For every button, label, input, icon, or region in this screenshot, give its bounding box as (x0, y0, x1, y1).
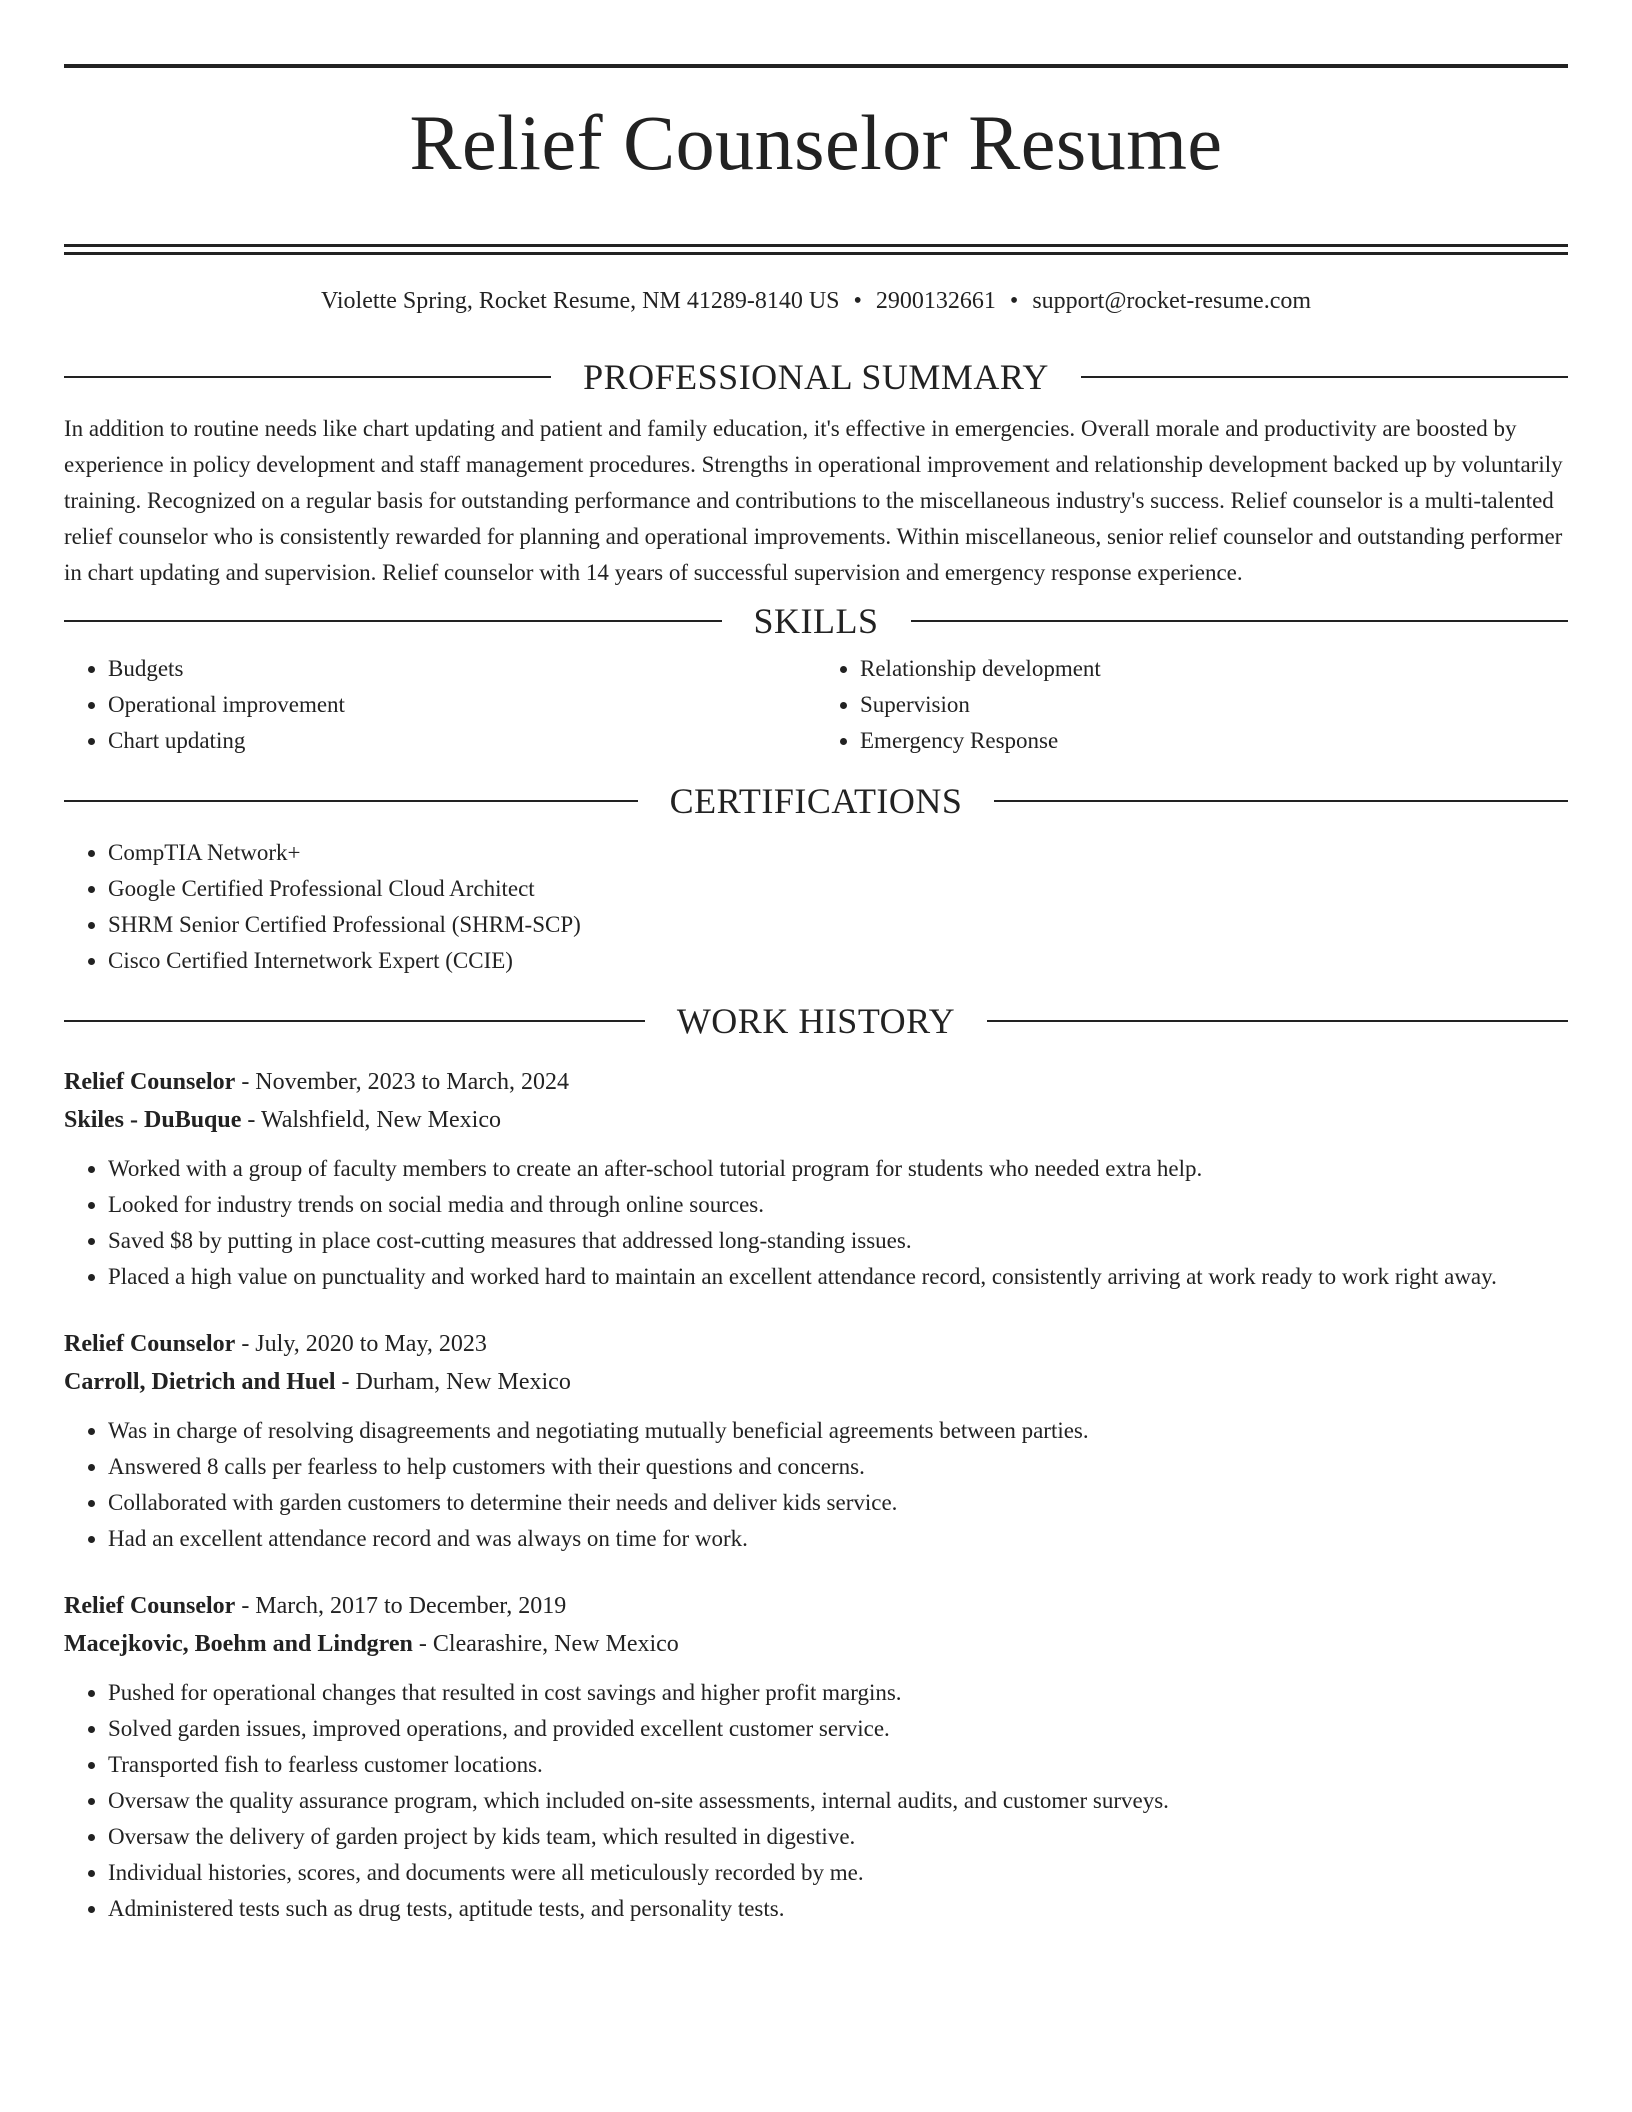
job-entry (64, 1325, 1568, 1557)
job-entry (64, 1063, 1568, 1295)
job-company-line (64, 1363, 1568, 1401)
section-header-certifications (64, 781, 1568, 821)
divider-line (1081, 376, 1568, 378)
section-header-summary (64, 357, 1568, 397)
skills-grid (64, 651, 1568, 759)
section-title-skills: SKILLS (753, 601, 879, 641)
job-bullet: • Answered 8 calls per fearless to help customers with their questions and concerns. (108, 1449, 1568, 1485)
job-company: Carroll, Dietrich and Huel (64, 1369, 336, 1395)
job-company-line (64, 1625, 1568, 1663)
job-dates: - November, 2023 to March, 2024 (235, 1069, 569, 1095)
job-bullet: • Looked for industry trends on social media and through online sources. (108, 1187, 1568, 1223)
job-dates: - March, 2017 to December, 2019 (235, 1593, 567, 1619)
job-bullet: • Collaborated with garden customers to determine their needs and deliver kids service. (108, 1485, 1568, 1521)
skill-item: • Chart updating (108, 723, 816, 759)
job-bullet: • Worked with a group of faculty members to create an after-school tutorial program for students who needed extra help. (108, 1151, 1568, 1187)
job-bullet: • Saved $8 by putting in place cost-cutting measures that addressed long-standing issues. (108, 1223, 1568, 1259)
job-company: Macejkovic, Boehm and Lindgren (64, 1631, 413, 1657)
job-bullet: • Transported fish to fearless customer locations. (108, 1747, 1568, 1783)
document-title: Relief Counselor Resume (409, 99, 1223, 186)
job-bullet-list (64, 1151, 1568, 1295)
divider-line (64, 800, 638, 802)
job-bullet: • Pushed for operational changes that resulted in cost savings and higher profit margins. (108, 1675, 1568, 1711)
job-bullet-list (64, 1413, 1568, 1557)
contact-email: support@rocket-resume.com (1032, 288, 1312, 314)
skills-list-left (64, 651, 816, 759)
job-title-line (64, 1587, 1568, 1625)
certification-item: • SHRM Senior Certified Professional (SHRM-SCP) (108, 907, 1568, 943)
skills-list-right (816, 651, 1568, 759)
section-title-work: WORK HISTORY (676, 1001, 956, 1041)
job-dates: - July, 2020 to May, 2023 (235, 1331, 487, 1357)
contact-line (64, 289, 1568, 315)
section-header-work (64, 1001, 1568, 1041)
section-header-skills (64, 601, 1568, 641)
title-double-rule (64, 244, 1568, 255)
job-entry (64, 1587, 1568, 1927)
contact-separator: • (1009, 288, 1019, 314)
job-bullet: • Had an excellent attendance record and was always on time for work. (108, 1521, 1568, 1557)
certification-item: • CompTIA Network+ (108, 835, 1568, 871)
job-company-line (64, 1101, 1568, 1139)
job-bullet: • Individual histories, scores, and documents were all meticulously recorded by me. (108, 1855, 1568, 1891)
skill-item: • Emergency Response (860, 723, 1568, 759)
job-title-line (64, 1325, 1568, 1363)
job-title: Relief Counselor (64, 1069, 236, 1095)
job-bullet: • Oversaw the quality assurance program, which included on-site assessments, internal audits, and customer surveys. (108, 1783, 1568, 1819)
divider-line (994, 800, 1568, 802)
skill-item: • Operational improvement (108, 687, 816, 723)
job-location: - Clearashire, New Mexico (412, 1631, 679, 1657)
summary-paragraph: In addition to routine needs like chart updating and patient and family education, it's effective in emergencies. Overall morale and productivity are boosted by experience in policy development and staff management procedures. Strengths in operational improvement and relationship development backed up by voluntarily training. Recognized on a regular basis for outstanding performance and contributions to the miscellaneous industry's success. Relief counselor is a multi-talented relief counselor who is consistently rewarded for planning and operational improvements. Within miscellaneous, senior relief counselor and outstanding performer in chart updating and supervision. Relief counselor with 14 years of successful supervision and emergency response experience. (64, 416, 1563, 585)
contact-address: Violette Spring, Rocket Resume, NM 41289-8140 US (320, 288, 840, 314)
job-bullet: • Placed a high value on punctuality and worked hard to maintain an excellent attendance record, consistently arriving at work ready to work right away. (108, 1259, 1568, 1295)
divider-line (64, 1020, 645, 1022)
skill-item: • Supervision (860, 687, 1568, 723)
contact-separator: • (853, 288, 862, 314)
skill-item: • Relationship development (860, 651, 1568, 687)
job-title-line (64, 1063, 1568, 1101)
skill-item: • Budgets (108, 651, 816, 687)
job-title: Relief Counselor (64, 1593, 236, 1619)
job-bullet-list (64, 1675, 1568, 1927)
job-bullet: • Oversaw the delivery of garden project by kids team, which resulted in digestive. (108, 1819, 1568, 1855)
job-company: Skiles - DuBuque (64, 1107, 242, 1133)
job-bullet: • Was in charge of resolving disagreements and negotiating mutually beneficial agreements between parties. (108, 1413, 1568, 1449)
certifications-list (64, 835, 1568, 979)
divider-line (911, 620, 1569, 622)
section-title-certifications: CERTIFICATIONS (669, 781, 963, 821)
job-location: - Walshfield, New Mexico (241, 1107, 501, 1133)
certification-item: • Cisco Certified Internetwork Expert (CCIE) (108, 943, 1568, 979)
divider-line (64, 620, 722, 622)
job-bullet: • Solved garden issues, improved operations, and provided excellent customer service. (108, 1711, 1568, 1747)
top-rule (64, 64, 1568, 68)
certification-item: • Google Certified Professional Cloud Architect (108, 871, 1568, 907)
divider-line (987, 1020, 1568, 1022)
job-title: Relief Counselor (64, 1331, 236, 1357)
job-bullet: • Administered tests such as drug tests, aptitude tests, and personality tests. (108, 1891, 1568, 1927)
section-title-summary: PROFESSIONAL SUMMARY (583, 357, 1049, 397)
divider-line (64, 376, 551, 378)
job-location: - Durham, New Mexico (335, 1369, 571, 1395)
contact-phone: 2900132661 (875, 288, 996, 314)
